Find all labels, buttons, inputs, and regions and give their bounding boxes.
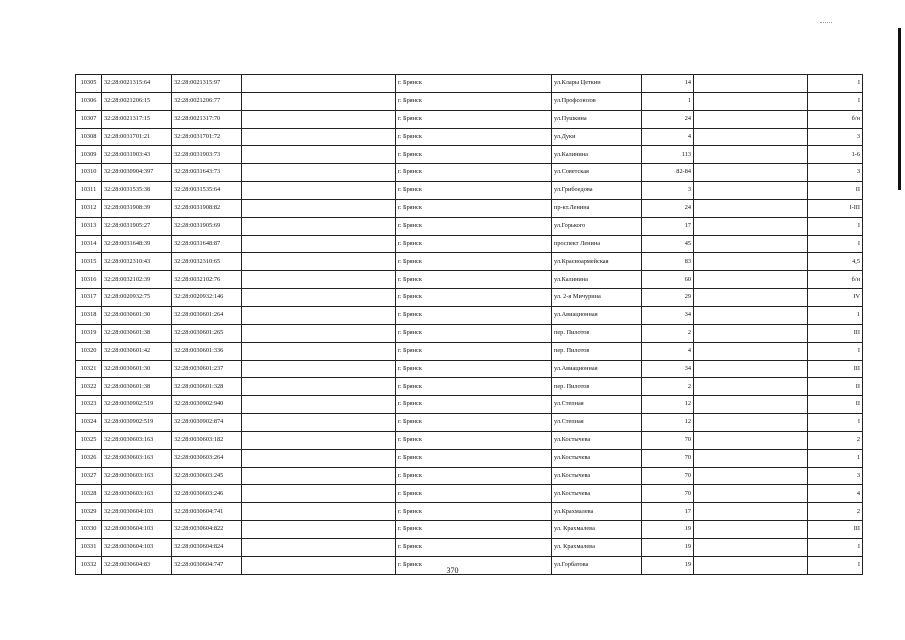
city-cell: г. Брянск [396,289,552,307]
record-number-cell: 10311 [76,182,102,200]
city-cell: г. Брянск [396,164,552,182]
cadastral-number-parcel-cell: 32:28:0030604:103 [102,521,172,539]
street-cell: ул. 2-я Мичурина [552,289,642,307]
extra2-cell [694,164,808,182]
city-cell: г. Брянск [396,271,552,289]
record-number-cell: 10328 [76,485,102,503]
cadastral-number-parcel-cell: 32:28:0021317:15 [102,110,172,128]
cadastral-number-parcel-cell: 32:28:0030603:163 [102,431,172,449]
table-row [76,378,863,396]
cadastral-number-parcel-cell: 32:28:0030603:163 [102,449,172,467]
street-cell: ул.Калинина [552,271,642,289]
extra-cell [242,146,396,164]
extra2-cell [694,306,808,324]
extra-cell [242,485,396,503]
extra2-cell [694,378,808,396]
extra2-cell [694,538,808,556]
street-cell: ул.Костычева [552,431,642,449]
extra-cell [242,289,396,307]
city-cell: г. Брянск [396,396,552,414]
street-cell: ул.Костычева [552,485,642,503]
extra2-cell [694,324,808,342]
premise-cell: II [808,396,863,414]
street-cell: пер. Пилотов [552,342,642,360]
extra-cell [242,92,396,110]
cadastral-number-object-cell: 32:28:0032102:76 [172,271,242,289]
extra-cell [242,503,396,521]
table-row [76,164,863,182]
premise-cell: I [808,538,863,556]
cadastral-number-parcel-cell: 32:28:0030603:163 [102,467,172,485]
table-row [76,92,863,110]
table-row [76,414,863,432]
record-number-cell: 10305 [76,75,102,93]
street-cell: ул.Горбатова [552,556,642,574]
record-number-cell: 10324 [76,414,102,432]
cadastral-number-parcel-cell: 32:28:0030902:519 [102,414,172,432]
scan-edge-mark [898,28,901,190]
cadastral-number-parcel-cell: 32:28:0030604:103 [102,538,172,556]
premise-cell: 3 [808,164,863,182]
premise-cell: 3 [808,467,863,485]
street-cell: проспект Ленина [552,235,642,253]
table-row [76,235,863,253]
cadastral-number-object-cell: 32:28:0030601:265 [172,324,242,342]
cadastral-number-parcel-cell: 32:28:0030603:163 [102,485,172,503]
cadastral-number-object-cell: 32:28:0030604:824 [172,538,242,556]
house-number-cell: 29 [642,289,694,307]
record-number-cell: 10332 [76,556,102,574]
extra2-cell [694,396,808,414]
house-number-cell: 34 [642,360,694,378]
premise-cell: 1 [808,449,863,467]
table-row [76,271,863,289]
extra2-cell [694,235,808,253]
extra2-cell [694,503,808,521]
house-number-cell: 34 [642,306,694,324]
house-number-cell: 12 [642,414,694,432]
city-cell: г. Брянск [396,92,552,110]
cadastral-number-parcel-cell: 32:28:0031535:38 [102,182,172,200]
record-number-cell: 10331 [76,538,102,556]
cadastral-number-object-cell: 32:28:0031701:72 [172,128,242,146]
premise-cell: I [808,235,863,253]
cadastral-number-parcel-cell: 32:28:0030601:30 [102,360,172,378]
city-cell: г. Брянск [396,485,552,503]
house-number-cell: 2 [642,378,694,396]
city-cell: г. Брянск [396,217,552,235]
table-row [76,360,863,378]
table-row [76,324,863,342]
extra-cell [242,164,396,182]
extra2-cell [694,449,808,467]
house-number-cell: 24 [642,199,694,217]
table-row [76,75,863,93]
table-row [76,199,863,217]
cadastral-number-parcel-cell: 32:28:0030601:38 [102,378,172,396]
extra2-cell [694,92,808,110]
extra-cell [242,271,396,289]
city-cell: г. Брянск [396,449,552,467]
street-cell: ул.Горького [552,217,642,235]
house-number-cell: 1 [642,92,694,110]
cadastral-number-parcel-cell: 32:28:0021206:15 [102,92,172,110]
city-cell: г. Брянск [396,538,552,556]
extra-cell [242,538,396,556]
cadastral-number-object-cell: 32:28:0030604:741 [172,503,242,521]
record-number-cell: 10325 [76,431,102,449]
cadastral-number-parcel-cell: 32:28:0030601:30 [102,306,172,324]
cadastral-number-parcel-cell: 32:28:0032102:39 [102,271,172,289]
extra-cell [242,360,396,378]
city-cell: г. Брянск [396,235,552,253]
city-cell: г. Брянск [396,75,552,93]
record-number-cell: 10317 [76,289,102,307]
record-number-cell: 10312 [76,199,102,217]
street-cell: ул.Грибоедова [552,182,642,200]
street-cell: пер. Пилотов [552,324,642,342]
street-cell: ул.Степная [552,414,642,432]
table-row [76,182,863,200]
record-number-cell: 10314 [76,235,102,253]
record-number-cell: 10308 [76,128,102,146]
extra-cell [242,199,396,217]
record-number-cell: 10330 [76,521,102,539]
table-row [76,431,863,449]
cadastral-number-object-cell: 32:28:0030603:245 [172,467,242,485]
premise-cell: I-III [808,199,863,217]
extra-cell [242,253,396,271]
premise-cell: 2 [808,503,863,521]
cadastral-number-object-cell: 32:28:0031643:73 [172,164,242,182]
extra2-cell [694,414,808,432]
city-cell: г. Брянск [396,253,552,271]
extra-cell [242,306,396,324]
house-number-cell: 24 [642,110,694,128]
city-cell: г. Брянск [396,342,552,360]
record-number-cell: 10321 [76,360,102,378]
cadastral-number-object-cell: 32:28:0031908:82 [172,199,242,217]
street-cell: ул.Дуки [552,128,642,146]
record-number-cell: 10316 [76,271,102,289]
cadastral-number-object-cell: 32:28:0030601:328 [172,378,242,396]
city-cell: г. Брянск [396,110,552,128]
house-number-cell: 19 [642,556,694,574]
record-number-cell: 10329 [76,503,102,521]
extra-cell [242,110,396,128]
house-number-cell: 70 [642,485,694,503]
city-cell: г. Брянск [396,324,552,342]
city-cell: г. Брянск [396,521,552,539]
scan-artifact [820,22,832,25]
cadastral-number-object-cell: 32:28:0021206:77 [172,92,242,110]
city-cell: г. Брянск [396,199,552,217]
extra-cell [242,217,396,235]
cadastral-number-object-cell: 32:28:0031903:73 [172,146,242,164]
table-row [76,449,863,467]
premise-cell: II [808,182,863,200]
cadastral-number-parcel-cell: 32:28:0032310:43 [102,253,172,271]
house-number-cell: 2 [642,324,694,342]
street-cell: ул.Костычева [552,467,642,485]
cadastral-number-object-cell: 32:28:0030601:264 [172,306,242,324]
cadastral-number-object-cell: 32:28:0030902:874 [172,414,242,432]
extra2-cell [694,146,808,164]
premise-cell: III [808,324,863,342]
extra-cell [242,378,396,396]
cadastral-number-parcel-cell: 32:28:0031903:43 [102,146,172,164]
street-cell: ул.Пушкина [552,110,642,128]
table-row [76,128,863,146]
cadastral-number-parcel-cell: 32:28:0031648:39 [102,235,172,253]
house-number-cell: 45 [642,235,694,253]
table-row [76,146,863,164]
premise-cell: 2 [808,431,863,449]
street-cell: пер. Пилотов [552,378,642,396]
record-number-cell: 10306 [76,92,102,110]
cadastral-number-parcel-cell: 32:28:0030904:397 [102,164,172,182]
cadastral-number-object-cell: 32:28:0030603:264 [172,449,242,467]
cadastral-number-object-cell: 32:28:0031648:87 [172,235,242,253]
table-row [76,110,863,128]
cadastral-number-parcel-cell: 32:28:0031701:21 [102,128,172,146]
cadastral-number-object-cell: 32:28:0021317:70 [172,110,242,128]
extra2-cell [694,217,808,235]
street-cell: ул.Авиационная [552,360,642,378]
table-row [76,503,863,521]
house-number-cell: 4 [642,128,694,146]
cadastral-number-parcel-cell: 32:28:0021315:64 [102,75,172,93]
cadastral-number-object-cell: 32:28:0030603:182 [172,431,242,449]
house-number-cell: 83 [642,253,694,271]
cadastral-number-parcel-cell: 32:28:0031905:27 [102,217,172,235]
street-cell: ул.Красноармейская [552,253,642,271]
table-row [76,396,863,414]
street-cell: ул.Костычева [552,449,642,467]
cadastral-number-object-cell: 32:28:0030902:940 [172,396,242,414]
city-cell: г. Брянск [396,128,552,146]
record-number-cell: 10327 [76,467,102,485]
table-row [76,521,863,539]
table-row [76,253,863,271]
premise-cell: III [808,521,863,539]
cadastral-number-object-cell: 32:28:0030604:822 [172,521,242,539]
record-number-cell: 10320 [76,342,102,360]
record-number-cell: 10315 [76,253,102,271]
table-row [76,217,863,235]
extra-cell [242,467,396,485]
house-number-cell: 60 [642,271,694,289]
premise-cell: I [808,75,863,93]
cadastral-number-object-cell: 32:28:0021315:97 [172,75,242,93]
house-number-cell: 17 [642,217,694,235]
street-cell: ул.Советская [552,164,642,182]
cadastral-number-parcel-cell: 32:28:0020932:75 [102,289,172,307]
premise-cell: I [808,92,863,110]
table-row [76,467,863,485]
premise-cell: II [808,378,863,396]
cadastral-number-object-cell: 32:28:0030604:747 [172,556,242,574]
cadastral-number-object-cell: 32:28:0030601:237 [172,360,242,378]
extra-cell [242,182,396,200]
premise-cell: I [808,217,863,235]
house-number-cell: 70 [642,449,694,467]
extra-cell [242,235,396,253]
city-cell: г. Брянск [396,360,552,378]
house-number-cell: 19 [642,521,694,539]
extra-cell [242,414,396,432]
extra2-cell [694,253,808,271]
street-cell: ул. Крахмалева [552,538,642,556]
house-number-cell: 70 [642,467,694,485]
property-registry-table [75,74,863,575]
house-number-cell: 3 [642,182,694,200]
extra-cell [242,431,396,449]
cadastral-number-parcel-cell: 32:28:0030902:519 [102,396,172,414]
record-number-cell: 10307 [76,110,102,128]
premise-cell: I [808,556,863,574]
record-number-cell: 10323 [76,396,102,414]
record-number-cell: 10310 [76,164,102,182]
extra-cell [242,521,396,539]
extra2-cell [694,182,808,200]
premise-cell: III [808,360,863,378]
record-number-cell: 10322 [76,378,102,396]
record-number-cell: 10309 [76,146,102,164]
house-number-cell: 12 [642,396,694,414]
cadastral-number-object-cell: 32:28:0030603:246 [172,485,242,503]
premise-cell: 4,5 [808,253,863,271]
table-row [76,342,863,360]
cadastral-number-parcel-cell: 32:28:0030604:83 [102,556,172,574]
house-number-cell: 4 [642,342,694,360]
extra-cell [242,75,396,93]
extra2-cell [694,521,808,539]
extra2-cell [694,289,808,307]
premise-cell: I [808,342,863,360]
cadastral-number-object-cell: 32:28:0030601:336 [172,342,242,360]
cadastral-number-parcel-cell: 32:28:0031908:39 [102,199,172,217]
extra2-cell [694,271,808,289]
cadastral-number-parcel-cell: 32:28:0030601:42 [102,342,172,360]
page-number: 370 [446,566,459,575]
premise-cell: 4 [808,485,863,503]
cadastral-number-parcel-cell: 32:28:0030604:103 [102,503,172,521]
table-row [76,538,863,556]
cadastral-number-object-cell: 32:28:0031535:64 [172,182,242,200]
cadastral-number-object-cell: 32:28:0020932:146 [172,289,242,307]
street-cell: ул.Крахмалева [552,503,642,521]
extra2-cell [694,467,808,485]
extra-cell [242,342,396,360]
city-cell: г. Брянск [396,306,552,324]
extra-cell [242,324,396,342]
extra2-cell [694,110,808,128]
extra2-cell [694,199,808,217]
premise-cell: 1-6 [808,146,863,164]
street-cell: ул. Крахмалева [552,521,642,539]
extra2-cell [694,75,808,93]
premise-cell: I [808,414,863,432]
house-number-cell: 113 [642,146,694,164]
city-cell: г. Брянск [396,378,552,396]
record-number-cell: 10326 [76,449,102,467]
street-cell: ул.Степная [552,396,642,414]
premise-cell: 1 [808,306,863,324]
house-number-cell: 82-84 [642,164,694,182]
registry-body [76,75,863,575]
extra2-cell [694,342,808,360]
street-cell: пр-кт.Ленина [552,199,642,217]
house-number-cell: 14 [642,75,694,93]
city-cell: г. Брянск [396,467,552,485]
street-cell: ул.Авиационная [552,306,642,324]
extra-cell [242,396,396,414]
cadastral-number-object-cell: 32:28:0032310:65 [172,253,242,271]
extra2-cell [694,128,808,146]
cadastral-number-object-cell: 32:28:0031905:69 [172,217,242,235]
house-number-cell: 19 [642,538,694,556]
record-number-cell: 10319 [76,324,102,342]
extra-cell [242,449,396,467]
extra2-cell [694,431,808,449]
record-number-cell: 10313 [76,217,102,235]
city-cell: г. Брянск [396,431,552,449]
extra-cell [242,128,396,146]
premise-cell: б/н [808,110,863,128]
street-cell: ул.Профсоюзов [552,92,642,110]
city-cell: г. Брянск [396,414,552,432]
city-cell: г. Брянск [396,182,552,200]
table-row [76,306,863,324]
table-row [76,485,863,503]
city-cell: г. Брянск [396,503,552,521]
premise-cell: б/н [808,271,863,289]
city-cell: г. Брянск [396,146,552,164]
street-cell: ул.Клары Цеткин [552,75,642,93]
cadastral-number-parcel-cell: 32:28:0030601:38 [102,324,172,342]
house-number-cell: 70 [642,431,694,449]
record-number-cell: 10318 [76,306,102,324]
house-number-cell: 17 [642,503,694,521]
city-cell: г. Брянск [396,556,552,574]
table-row [76,289,863,307]
premise-cell: 3 [808,128,863,146]
premise-cell: IV [808,289,863,307]
extra2-cell [694,485,808,503]
extra2-cell [694,360,808,378]
street-cell: ул.Калинина [552,146,642,164]
